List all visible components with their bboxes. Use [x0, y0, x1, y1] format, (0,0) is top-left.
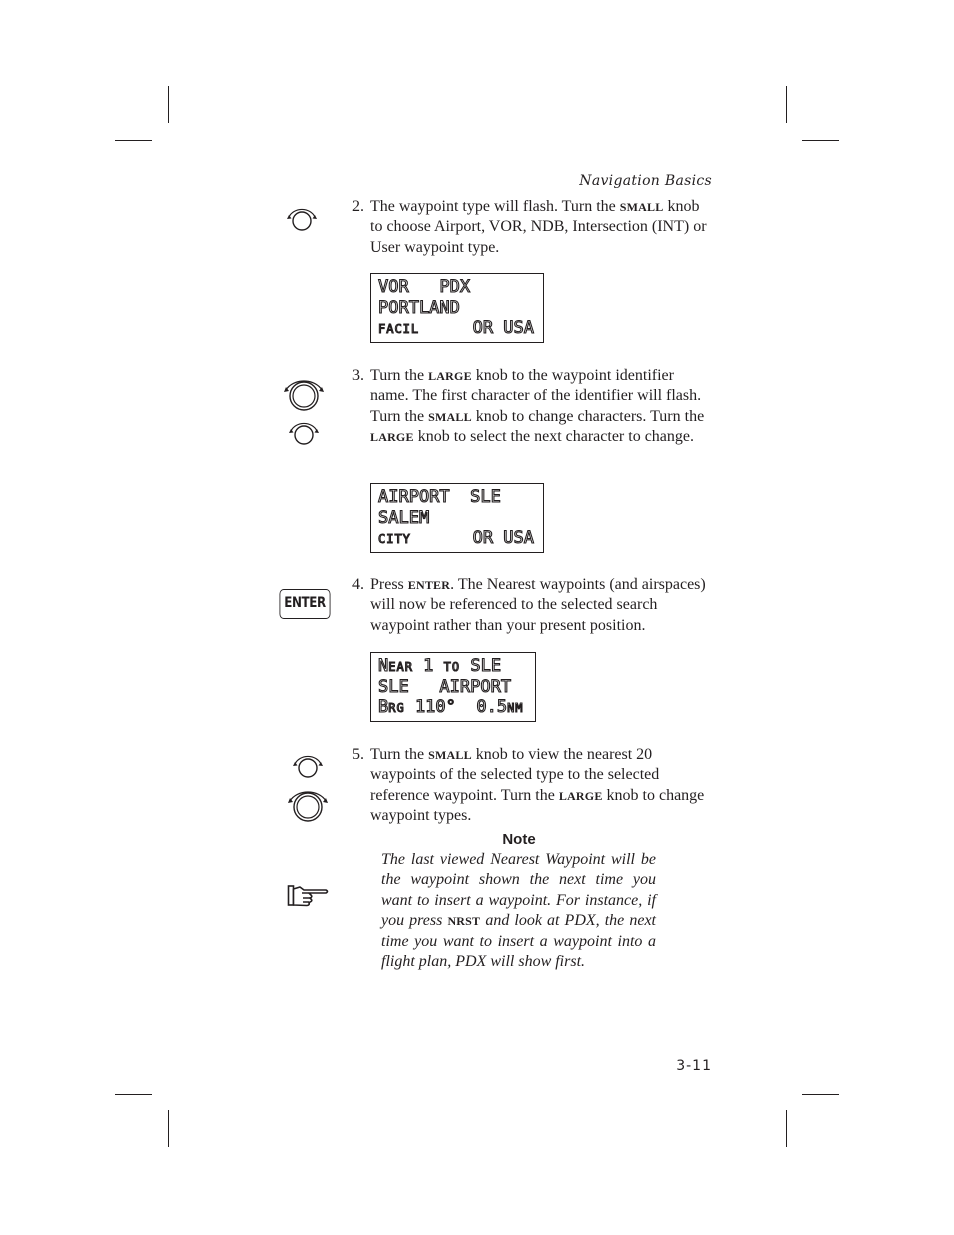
note-title: Note — [502, 831, 536, 848]
step-text: knob to choose Airport, VOR, NDB, Intersection (INT) or User waypoint type. — [370, 198, 707, 256]
crop-mark — [168, 1110, 169, 1147]
crop-mark — [786, 1110, 787, 1147]
lcd-line: SALEM — [378, 507, 430, 528]
step-number: 2. — [352, 198, 364, 215]
lcd-line: 1 — [412, 656, 444, 676]
lcd-line: VOR PDX — [378, 277, 471, 297]
step-2 — [352, 197, 714, 258]
step-text: knob to view the nearest 20 waypoints of the selected type to the selected reference waypoint. Turn the — [370, 746, 660, 804]
step-number: 3. — [352, 367, 364, 384]
step-4 — [352, 575, 714, 636]
key-name: LARGE — [370, 430, 414, 445]
crop-mark — [115, 1094, 152, 1095]
lcd-line: AIRPORT SLE — [378, 487, 501, 507]
step-text: knob to select the next character to change. — [413, 428, 695, 446]
step-text: knob to change waypoint types. — [370, 786, 705, 825]
key-name: NRST — [447, 914, 481, 929]
large-knob-icon — [282, 374, 326, 412]
lcd-line: OR USA — [472, 528, 534, 548]
lcd-display — [370, 652, 536, 722]
step-text: . The Nearest waypoints (and airspaces) will now be referenced to the selected search waypoint rather than your present position. — [370, 576, 706, 634]
key-name: SMALL — [428, 748, 472, 762]
small-knob-icon — [284, 206, 320, 232]
section-header: Navigation Basics — [579, 173, 712, 189]
step-3 — [352, 366, 714, 448]
step-text: Turn the — [370, 367, 429, 384]
lcd-line: OR USA — [472, 318, 534, 338]
note-text: The last viewed Nearest Waypoint will be the waypoint shown the next time you want to insert a waypoint. For instance, if you press — [381, 851, 656, 930]
enter-key-icon: ENTER — [280, 589, 331, 619]
note-text: and look at PDX, the next time you want to insert a waypoint into a flight plan, PDX will show first. — [381, 912, 656, 971]
step-number: 4. — [352, 576, 364, 593]
key-name: ENTER — [407, 578, 451, 592]
crop-mark — [786, 86, 787, 123]
crop-mark — [802, 140, 839, 141]
lcd-line: PORTLAND — [378, 297, 460, 318]
lcd-line: EAR — [388, 660, 413, 674]
step-text: Press — [370, 576, 408, 593]
lcd-label: CITY — [378, 532, 411, 546]
key-name: SMALL — [428, 409, 472, 424]
lcd-line: 110° 0.5 — [404, 697, 508, 717]
key-name: SMALL — [619, 200, 664, 214]
page-number: 3-11 — [676, 1058, 712, 1074]
step-number: 5. — [352, 746, 364, 763]
small-knob-icon — [286, 420, 322, 446]
lcd-display — [370, 483, 544, 553]
lcd-line: B — [378, 697, 389, 717]
step-5 — [352, 745, 714, 827]
step-text: knob to the waypoint identifier name. The first character of the identifier will flash. Turn the — [370, 367, 702, 425]
lcd-line: NM — [507, 701, 524, 715]
small-knob-icon — [290, 753, 326, 779]
lcd-line: N — [378, 656, 389, 676]
step-text: The waypoint type will flash. Turn the — [370, 198, 620, 215]
lcd-line: RG — [388, 701, 405, 715]
crop-mark — [802, 1094, 839, 1095]
key-name: LARGE — [558, 788, 603, 803]
lcd-line: TO — [443, 660, 461, 674]
key-name: LARGE — [428, 369, 472, 383]
large-knob-icon — [286, 785, 330, 823]
lcd-label: FACIL — [378, 322, 420, 336]
lcd-display — [370, 273, 544, 343]
note-body — [381, 850, 656, 972]
crop-mark — [168, 86, 169, 123]
step-text: Turn the — [370, 746, 429, 763]
pointing-hand-icon — [287, 884, 331, 908]
crop-mark — [115, 140, 152, 141]
lcd-line: SLE — [460, 656, 502, 676]
lcd-line: SLE AIRPORT — [378, 676, 512, 697]
step-text: knob to change characters. Turn the — [471, 407, 705, 425]
